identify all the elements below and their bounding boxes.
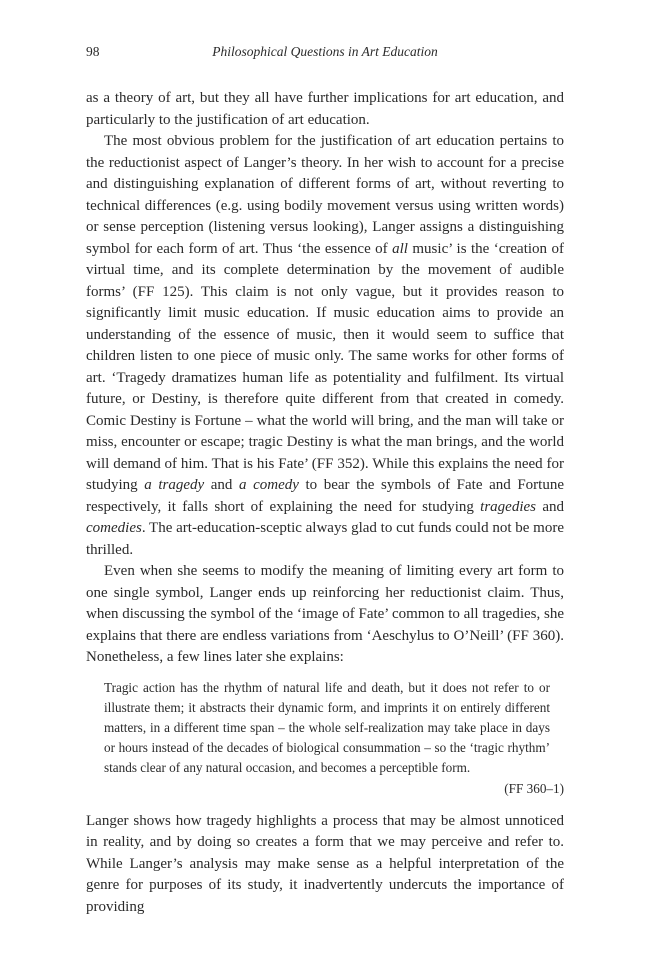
- text-run: music’ is the ‘creation of virtual time, and its complete determination by the movement of audible forms’ (FF 125). This claim is not only vague, but it provides reason to significantly limit music education. If music education aims to provide an understanding of the essence of music, then it would seem to suffice that children listen to one piece of music only. The same works for other forms of art. ‘Tragedy dramatizes human life as potentiality and fulfilment. Its virtual future, or Destiny, is therefore quite different from that created in comedy. Comic Destiny is Fortune – what the world will bring, and the man will take or miss, encounter or escape; tragic Destiny is what the man brings, and the world will demand of him. That is his Fate’ (FF 352). While this explains the need for studying: [86, 240, 564, 493]
- book-title: Philosophical Questions in Art Education: [212, 44, 438, 59]
- body-text: [86, 88, 564, 918]
- paragraph-tragedy-process: Langer shows how tragedy highlights a process that may be almost unnoticed in reality, and by doing so creates a form that we may perceive and refer to. While Langer’s analysis may make sense as a helpful interpretation of the genre for purposes of its study, it inadvertently undercuts the importance of providing: [86, 812, 564, 915]
- emphasis-tragedies: tragedies: [480, 498, 536, 515]
- text-run: and: [536, 498, 564, 515]
- paragraph-reductionism: [86, 131, 564, 561]
- text-run: The most obvious problem for the justification of art education pertains to the reductionist aspect of Langer’s theory. In her wish to account for a precise and distinguishing explanation of different forms of art, without reverting to technical differences (e.g. using bodily movement versus using written words) or sense perception (listening versus looking), Langer assigns a distinguishing symbol for each form of art. Thus ‘the essence of: [86, 133, 564, 257]
- block-quote: Tragic action has the rhythm of natural life and death, but it does not refer to or illustrate them; it abstracts their dynamic form, and imprints it on entirely different matters, in a different time span – the whole self-realization may take place in days or hours instead of the decades of biological consummation – so the ‘tragic rhythm’ stands clear of any natural occasion, and becomes a perceptible form.: [104, 679, 550, 775]
- emphasis-a-tragedy: a tragedy: [144, 477, 205, 493]
- quote-citation: (FF 360–1): [504, 780, 564, 796]
- paragraph-continued: as a theory of art, but they all have further implications for art education, and particularly to the justification of art education.: [86, 90, 564, 128]
- emphasis-all: all: [392, 240, 408, 257]
- text-run: to bear the symbols of Fate and Fortune respectively, it falls short of explaining the need for studying: [86, 477, 564, 515]
- emphasis-comedies: comedies: [86, 520, 142, 536]
- page-number: 98: [86, 44, 100, 59]
- emphasis-a-comedy: a comedy: [239, 477, 299, 493]
- text-run: and: [204, 477, 239, 493]
- text-run: . The art-education-sceptic always glad to cut funds could not be more thrilled.: [86, 520, 564, 558]
- paragraph-symbol-of-fate: Even when she seems to modify the meaning of limiting every art form to one single symbol, Langer ends up reinforcing her reductionist claim. Thus, when discussing the symbol of the ‘image of Fate’ common to all tragedies, she explains that there are endless variations from ‘Aeschylus to O’Neill’ (FF 360). Nonetheless, a few lines later she explains:: [86, 563, 564, 665]
- running-head: [86, 44, 564, 64]
